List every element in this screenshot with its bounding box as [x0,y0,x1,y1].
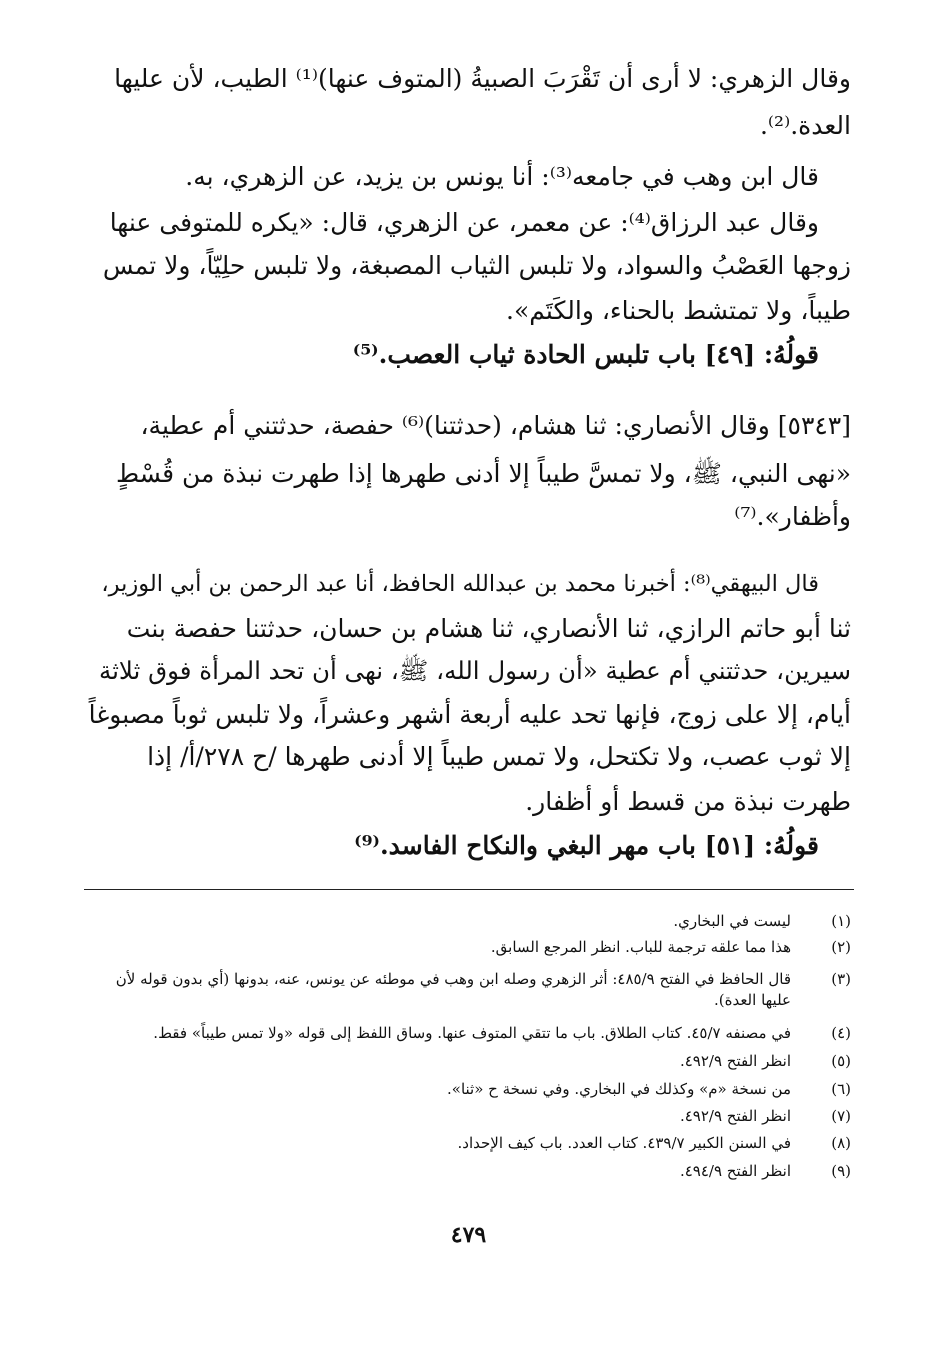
page-number: ٤٧٩ [450,1222,487,1248]
hadith-5343-line-1: [٥٣٤٣] وقال الأنصاري: ثنا هشام، (حدثتنا)⁽⁶⁾ حفصة، حدثتني أم عطية، [140,411,851,440]
footnote-text: في السنن الكبير ٤٣٩/٧. كتاب العدد. باب كيف الإحداد. [457,1134,791,1152]
footnote-number: (٧) [831,1107,851,1125]
footnote-number: (٤) [831,1024,851,1042]
bayhaqi-line-6: طهرت نبذة من قسط أو أظفار. [525,787,851,816]
footnote-number: (٩) [831,1162,851,1180]
footnote-text: انظر الفتح ٤٩٢/٩. [679,1052,791,1070]
abd-al-razzaq-line-1: وقال عبد الرزاق⁽⁴⁾: عن معمر، عن الزهري، قال: «يكره للمتوفى عنها [109,208,819,237]
ibn-wahb-line: قال ابن وهب في جامعه⁽³⁾: أنا يونس بن يزيد، عن الزهري، به. [185,162,819,191]
bayhaqi-line-5: إلا ثوب عصب، ولا تكتحل، ولا تمس طيباً إلا أدنى طهرها /ح ٢٧٨/أ/ إذا [147,742,851,771]
footnote-1 [90,911,851,932]
hadith-5343-line-3: وأظفار».⁽⁷⁾ [734,502,851,531]
footnote-text: انظر الفتح ٤٩٤/٩. [679,1162,791,1180]
footnote-2 [90,937,851,958]
footnote-text: في مصنفه ٤٥/٧. كتاب الطلاق. باب ما تتقي المتوف عنها. وساق اللفظ إلى قوله «ولا تمس طيباً» فقط. [153,1024,791,1042]
zuhri-statement-line-2: العدة.⁽²⁾. [759,111,851,140]
footnote-9 [90,1161,851,1182]
footnote-number: (٥) [831,1052,851,1070]
footnote-4 [90,1023,851,1044]
chapter-heading-51: قولُهُ: [٥١] باب مهر البغي والنكاح الفاسد.⁽⁹⁾ [354,831,819,860]
footnote-5 [90,1051,851,1072]
footnote-number: (٢) [831,938,851,956]
bayhaqi-line-4: أيام، إلا على زوج، فإنها تحد عليه أربعة أشهر وعشراً، ولا تلبس ثوباً مصبوغاً [88,700,851,729]
abd-al-razzaq-line-3: طيباً، ولا تمتشط بالحناء، والكَتَم». [506,296,851,325]
footnote-number: (٦) [831,1080,851,1098]
footnote-number: (٣) [831,970,851,988]
bayhaqi-line-3: سيرين، حدثتني أم عطية «أن رسول الله، ﷺ، نهى أن تحد المرأة فوق ثلاثة [98,656,851,685]
bayhaqi-line-2: ثنا أبو حاتم الرازي، ثنا الأنصاري، ثنا هشام بن حسان، حدثتنا حفصة بنت [126,614,851,643]
hadith-5343-line-2: «نهى النبي، ﷺ، ولا تمسَّ طيباً إلا أدنى طهرها إذا طهرت نبذة من قُسْطٍ [116,459,851,488]
footnote-text: انظر الفتح ٤٩٢/٩. [679,1107,791,1125]
bayhaqi-line-1: قال البيهقي⁽⁸⁾: أخبرنا محمد بن عبدالله الحافظ، أنا عبد الرحمن بن أبي الوزير، [101,571,819,597]
zuhri-statement-line-1: وقال الزهري: لا أرى أن تَقْرَبَ الصبيةُ (المتوف عنها)⁽¹⁾ الطيب، لأن عليها [114,64,851,93]
abd-al-razzaq-line-2: زوجها العَصْبُ والسواد، ولا تلبس الثياب المصبغة، ولا تلبس حلِيّاً، ولا تمس [102,251,851,280]
footnote-number: (٨) [831,1134,851,1152]
footnote-8 [90,1133,851,1154]
footnote-text: من نسخة «م» وكذلك في البخاري. وفي نسخة ح «ثنا». [447,1080,791,1098]
footnote-6 [90,1079,851,1100]
footnote-7 [90,1106,851,1127]
footnote-number: (١) [831,912,851,930]
footnote-3 [90,969,851,1013]
footnote-text: هذا مما علقه ترجمة للباب. انظر المرجع السابق. [490,938,791,956]
chapter-heading-49: قولُهُ: [٤٩] باب تلبس الحادة ثياب العصب.⁽⁵⁾ [352,340,819,369]
footnote-separator [84,889,854,890]
footnote-text: قال الحافظ في الفتح ٤٨٥/٩: أثر الزهري وصله ابن وهب في موطئه عن يونس، عنه، بدونها (أي بدون قوله لأن عليها العدة). [115,970,791,1009]
footnote-text: ليست في البخاري. [673,912,791,930]
